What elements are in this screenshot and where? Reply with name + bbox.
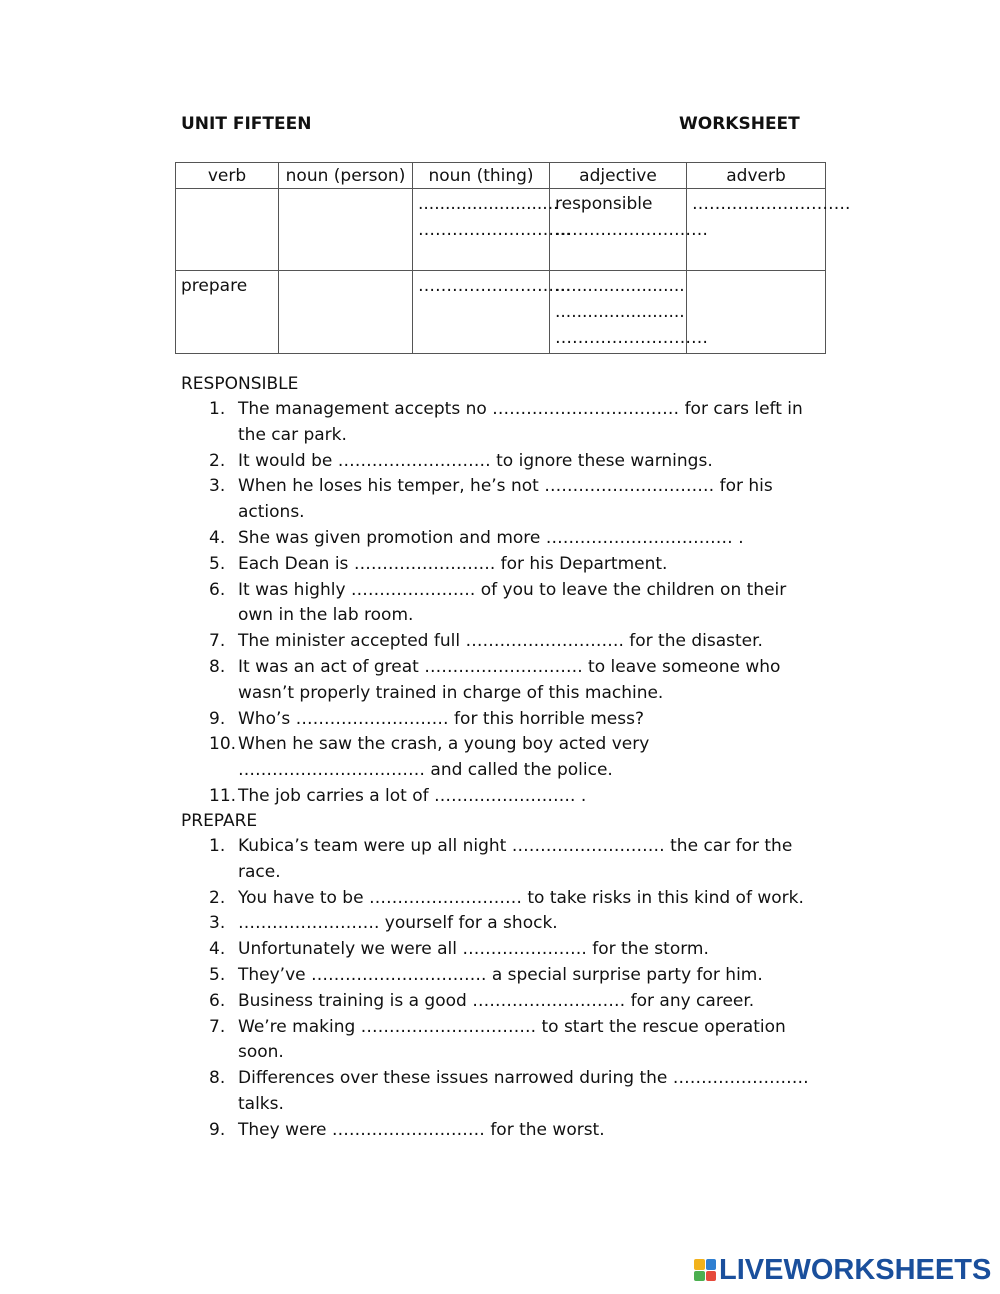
table-cell (279, 271, 413, 354)
exercise-item (181, 963, 818, 989)
table-cell (176, 271, 279, 354)
item-text: It would be ……………………… to ignore these warnings. (238, 450, 713, 471)
exercise-item (181, 655, 818, 707)
exercise-item (181, 707, 818, 733)
item-text: When he loses his temper, he’s not ………………………… for his actions. (238, 476, 773, 523)
column-header: noun (person) (279, 163, 413, 189)
word-forms-table (175, 162, 851, 354)
column-header: noun (thing) (413, 163, 550, 189)
item-text: It was an act of great ………………………. to leave someone who wasn’t properly trained in charge of this machine. (238, 656, 781, 703)
table-row (176, 271, 826, 354)
item-text: The management accepts no …………………………… for cars left in the car park. (238, 399, 803, 445)
item-number: 11. (209, 785, 237, 806)
exercise-item (181, 449, 818, 475)
cell-text: ……………………… (555, 220, 708, 240)
item-number: 3. (209, 476, 226, 497)
table-cell (550, 189, 708, 271)
cell-text: ........................ (555, 302, 685, 322)
exercise-list (181, 834, 831, 1144)
logo-tile (706, 1259, 717, 1270)
item-text: We’re making …………………………. to start the rescue operation soon. (238, 1016, 786, 1063)
exercise-item (181, 732, 818, 784)
item-number: 1. (209, 836, 226, 856)
item-text: It was highly …………………. of you to leave the children on their own in the lab room. (238, 579, 787, 626)
table-cell (279, 189, 413, 271)
item-number: 4. (209, 939, 226, 960)
exercise-item (181, 397, 818, 449)
item-number: 5. (209, 964, 226, 985)
exercise-item (181, 629, 818, 655)
item-number: 6. (209, 990, 226, 1011)
item-number: 9. (209, 1119, 226, 1140)
item-text: They’ve …………………………. a special surprise party for him. (238, 964, 763, 985)
table-header-row (176, 163, 826, 189)
table-cell (413, 271, 571, 354)
item-number: 4. (209, 527, 226, 548)
column-header: verb (176, 163, 279, 189)
item-text: The minister accepted full ………………………. for the disaster. (238, 631, 763, 652)
table-cell (176, 189, 279, 271)
cell-text: ……………………… (418, 220, 571, 240)
item-number: 5. (209, 553, 226, 574)
item-text: She was given promotion and more …………………………… . (238, 527, 744, 548)
exercise-item (181, 1118, 818, 1144)
cell-text: ........................ (555, 276, 685, 296)
item-text: Each Dean is ……………………. for his Department. (238, 553, 668, 574)
item-text: The job carries a lot of ……………………. . (238, 785, 587, 806)
exercise-item (181, 834, 818, 886)
item-number: 9. (209, 708, 226, 729)
item-number: 10. (209, 734, 237, 755)
logo-tile (694, 1259, 705, 1270)
item-number: 7. (209, 1016, 226, 1037)
item-text: When he saw the crash, a young boy acted very …………………………… and called the police. (238, 734, 650, 781)
item-number: 1. (209, 399, 226, 419)
item-number: 6. (209, 579, 226, 600)
exercise-list (181, 397, 831, 810)
item-number: 2. (209, 450, 226, 471)
cell-text: ……………………… (555, 328, 708, 348)
unit-title: UNIT FIFTEEN (181, 114, 312, 134)
responsible-section (181, 371, 831, 810)
column-header: adverb (687, 163, 826, 189)
prepare-section (181, 808, 831, 1144)
item-text: Unfortunately we were all …………………. for the storm. (238, 939, 709, 960)
cell-text: ………………………. (692, 194, 851, 214)
exercise-item (181, 526, 818, 552)
logo-tile (706, 1271, 717, 1282)
section-title: PREPARE (181, 811, 258, 831)
logo-tile (694, 1271, 705, 1282)
item-number: 8. (209, 1068, 226, 1089)
exercise-item (181, 474, 818, 526)
exercise-item (181, 911, 818, 937)
item-text: They were ……………………… for the worst. (238, 1119, 605, 1140)
exercise-item (181, 578, 818, 630)
item-text: Differences over these issues narrowed during the …………………… talks. (238, 1068, 809, 1114)
item-number: 2. (209, 887, 226, 908)
column-header: adjective (550, 163, 687, 189)
worksheet-label: WORKSHEET (679, 114, 800, 134)
item-number: 3. (209, 913, 226, 934)
exercise-item (181, 784, 818, 810)
table-row (176, 189, 826, 271)
exercise-item (181, 937, 818, 963)
item-number: 8. (209, 656, 226, 677)
table-cell (413, 189, 571, 271)
item-text: You have to be ……………………… to take risks in this kind of work. (238, 887, 804, 908)
item-text: Who’s ……………………… for this horrible mess? (238, 708, 644, 729)
exercise-item (181, 552, 818, 578)
item-text: Business training is a good ……………………… for any career. (238, 990, 755, 1011)
item-text: ……………………. yourself for a shock. (238, 913, 558, 934)
cell-text: .......................... (418, 194, 559, 214)
cell-text: prepare (181, 276, 248, 296)
liveworksheets-logo (694, 1255, 991, 1285)
section-title: RESPONSIBLE (181, 374, 299, 394)
item-number: 7. (209, 631, 226, 652)
cell-text: ……………………… (418, 276, 571, 296)
logo-text: LIVEWORKSHEETS (719, 1253, 992, 1286)
exercise-item (181, 886, 818, 912)
item-text: Kubica’s team were up all night ……………………… the car for the race. (238, 836, 793, 882)
cell-text: responsible (555, 194, 653, 214)
exercise-item (181, 1015, 818, 1067)
exercise-item (181, 1066, 818, 1118)
exercise-item (181, 989, 818, 1015)
table-cell (550, 271, 708, 354)
logo-mark-icon (694, 1259, 716, 1281)
